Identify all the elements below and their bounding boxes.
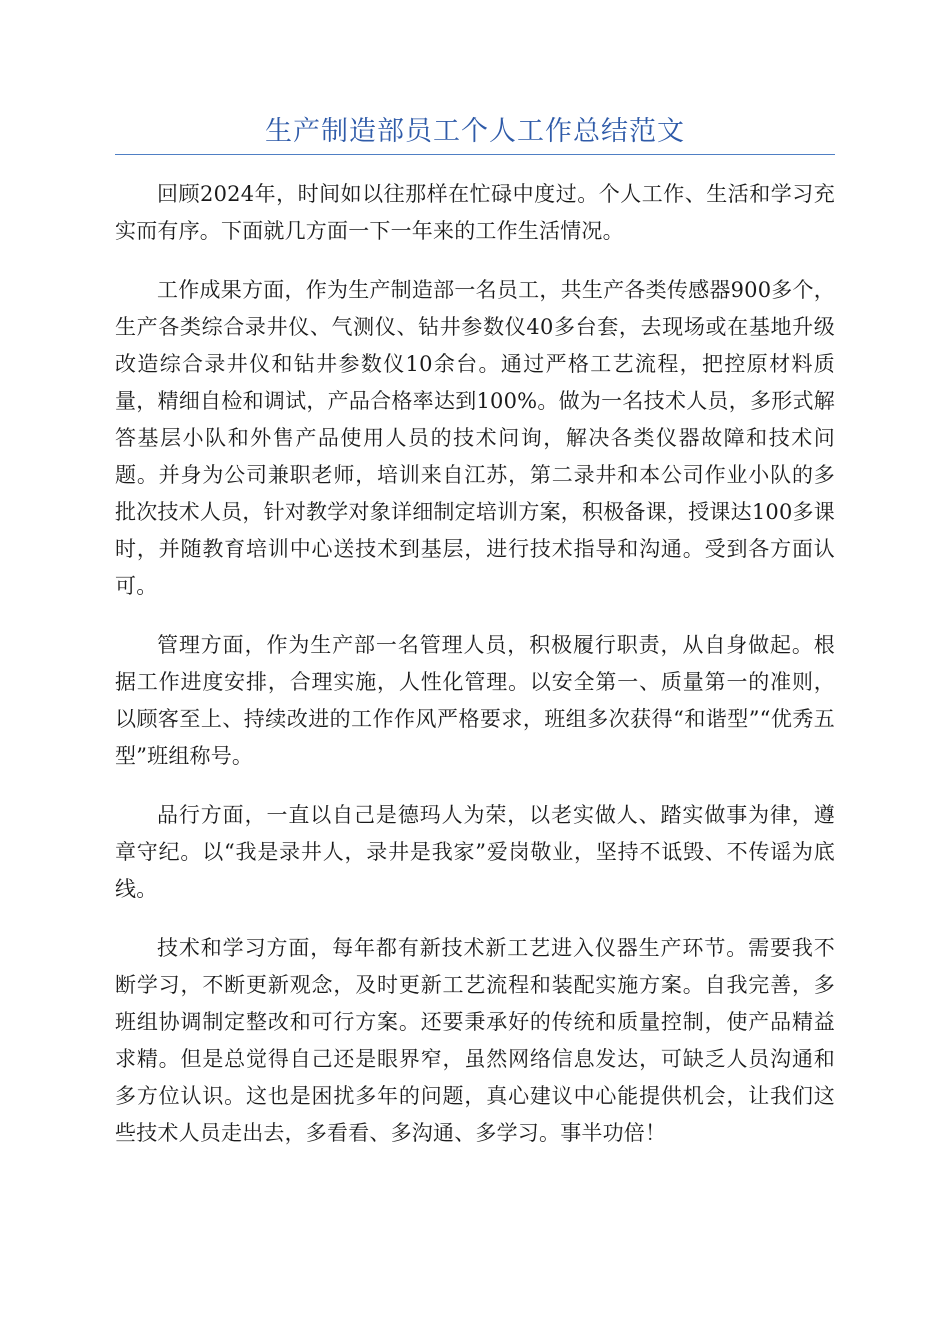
paragraph-review: 回顾2024年，时间如以往那样在忙碌中度过。个人工作、生活和学习充实而有序。下面就几方面一下一年来的工作生活情况。 [115, 182, 835, 243]
title-underline [115, 154, 835, 155]
paragraph-management: 管理方面，作为生产部一名管理人员，积极履行职责，从自身做起。根据工作进度安排，合理实施，人性化管理。以安全第一、质量第一的准则，以顾客至上、持续改进的工作作风严格要求，班组多次获得“和谐型”“优秀五型”班组称号。 [115, 633, 835, 768]
paragraph-conduct: 品行方面，一直以自己是德玛人为荣，以老实做人、踏实做事为律，遵章守纪。以“我是录井人，录井是我家”爱岗敬业，坚持不诋毁、不传谣为底线。 [115, 803, 835, 901]
document-title: 生产制造部员工个人工作总结范文 [265, 116, 685, 147]
document-body [115, 176, 835, 1174]
paragraph-technology-learning: 技术和学习方面，每年都有新技术新工艺进入仪器生产环节。需要我不断学习，不断更新观念，及时更新工艺流程和装配实施方案。自我完善，多班组协调制定整改和可行方案。还要秉承好的传统和质量控制，使产品精益求精。但是总觉得自己还是眼界窄，虽然网络信息发达，可缺乏人员沟通和多方位认识。这也是困扰多年的问题，真心建议中心能提供机会，让我们这些技术人员走出去，多看看、多沟通、多学习。事半功倍！ [115, 936, 835, 1145]
paragraph-work-results: 工作成果方面，作为生产制造部一名员工，共生产各类传感器900多个，生产各类综合录井仪、气测仪、钻井参数仪40多台套，去现场或在基地升级改造综合录井仪和钻井参数仪10余台。通过严格工艺流程，把控原材料质量，精细自检和调试，产品合格率达到100%。做为一名技术人员，多形式解答基层小队和外售产品使用人员的技术问询，解决各类仪器故障和技术问题。并身为公司兼职老师，培训来自江苏，第二录井和本公司作业小队的多批次技术人员，针对教学对象详细制定培训方案，积极备课，授课达100多课时，并随教育培训中心送技术到基层，进行技术指导和沟通。受到各方面认可。 [115, 278, 835, 598]
